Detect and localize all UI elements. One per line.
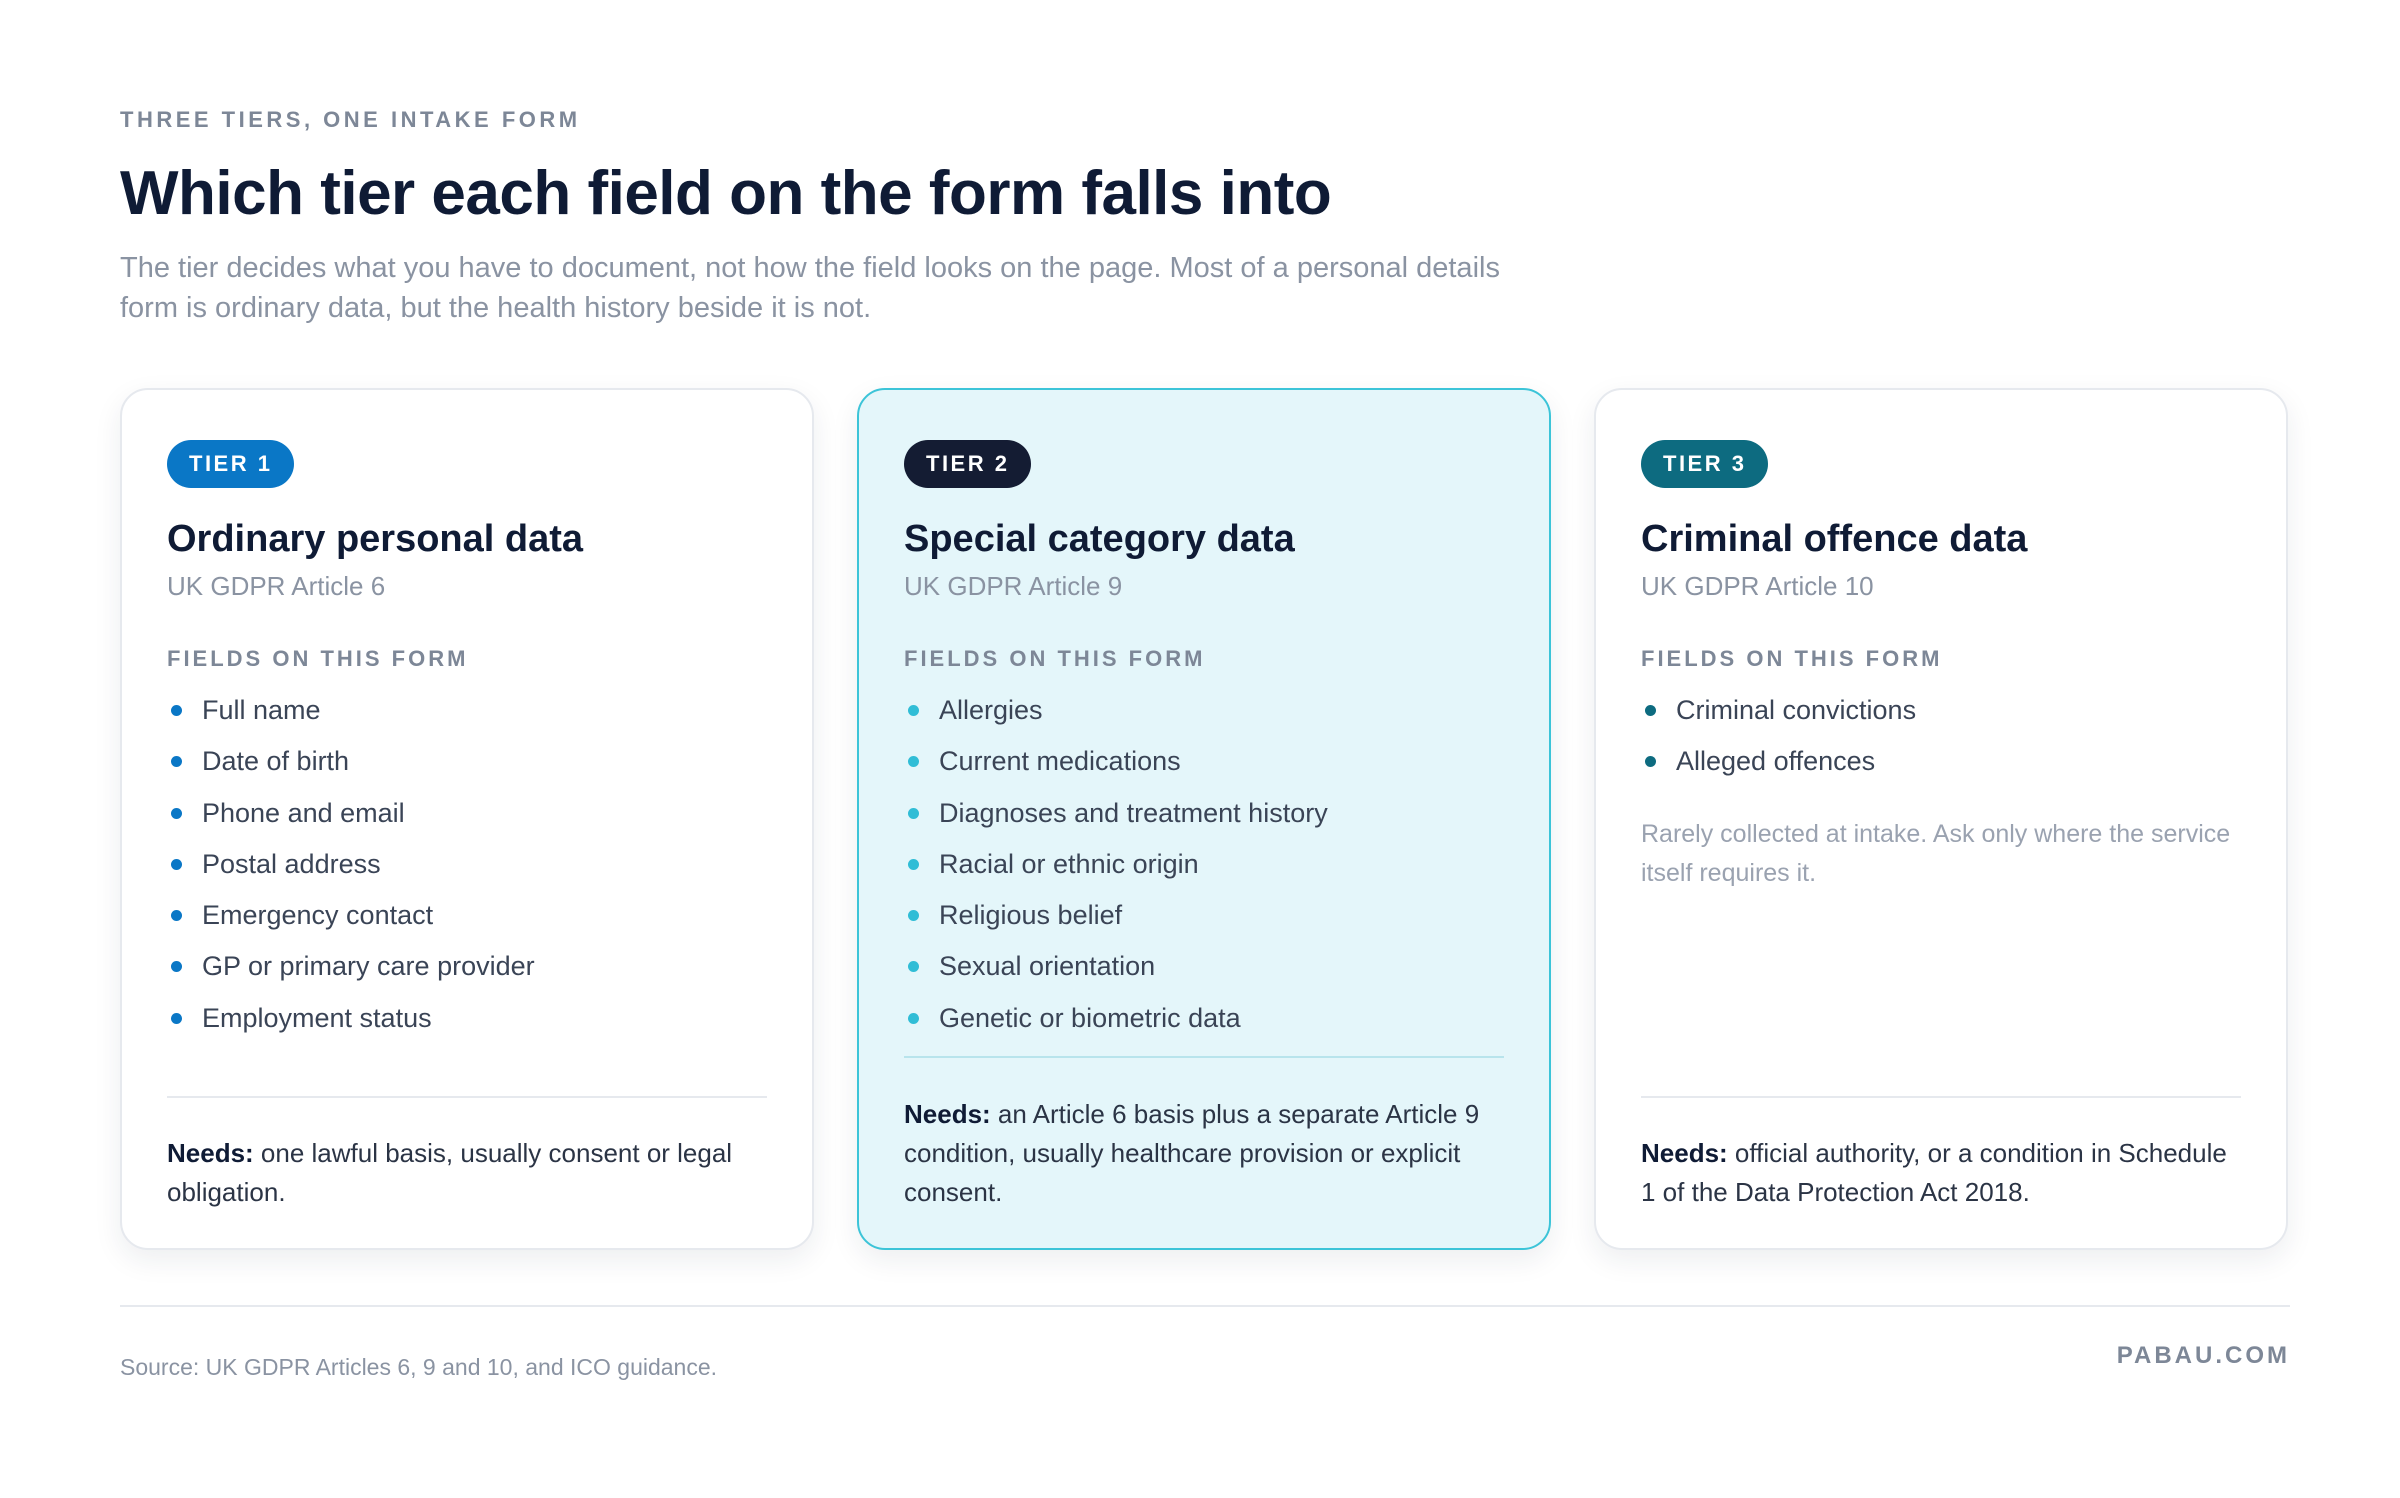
bullet-icon xyxy=(908,910,919,921)
field-label: Current medications xyxy=(939,746,1181,777)
tier-badge: TIER 1 xyxy=(167,440,294,488)
bullet-icon xyxy=(908,859,919,870)
footer-divider xyxy=(120,1305,2290,1307)
field-item xyxy=(904,946,1504,997)
tier-card-2 xyxy=(857,388,1551,1250)
field-label: Diagnoses and treatment history xyxy=(939,797,1328,828)
page xyxy=(120,0,2290,1498)
divider xyxy=(1641,1096,2241,1098)
bullet-icon xyxy=(908,808,919,819)
field-item xyxy=(167,895,767,946)
tier-card-1 xyxy=(120,388,814,1250)
field-item xyxy=(167,690,767,741)
bullet-icon xyxy=(908,1013,919,1024)
bullet-icon xyxy=(908,961,919,972)
field-label: Criminal convictions xyxy=(1676,695,1917,725)
fields-heading: FIELDS ON THIS FORM xyxy=(167,646,469,671)
field-item xyxy=(904,895,1504,946)
tier-title: Special category data xyxy=(904,518,1295,560)
tier-card-3 xyxy=(1594,388,2288,1250)
needs-label: Needs: xyxy=(167,1138,254,1168)
tier-title: Criminal offence data xyxy=(1641,518,2028,560)
needs-body: official authority, or a condition in Schedule 1 of the Data Protection Act 2018. xyxy=(1641,1138,2227,1207)
page-subtitle: The tier decides what you have to document, not how the field looks on the page. Most of a personal details form is ordinary data, but the health history beside it is not. xyxy=(120,252,1500,324)
field-item xyxy=(904,690,1504,741)
field-item xyxy=(904,793,1504,844)
tier-title: Ordinary personal data xyxy=(167,518,584,560)
field-item xyxy=(167,844,767,895)
field-item xyxy=(167,998,767,1049)
tier-article: UK GDPR Article 10 xyxy=(1641,571,1874,601)
field-item xyxy=(904,741,1504,792)
bullet-icon xyxy=(171,756,182,767)
field-list xyxy=(1641,690,2241,793)
field-item xyxy=(1641,690,2241,741)
field-label: GP or primary care provider xyxy=(202,951,535,982)
needs-text xyxy=(1641,1134,2241,1212)
bullet-icon xyxy=(171,808,182,819)
field-label: Postal address xyxy=(202,848,381,879)
field-item xyxy=(904,844,1504,895)
tier-article: UK GDPR Article 6 xyxy=(167,571,386,601)
tier-badge: TIER 3 xyxy=(1641,440,1768,488)
bullet-icon xyxy=(1645,705,1656,716)
field-item xyxy=(167,793,767,844)
field-label: Sexual orientation xyxy=(939,951,1156,982)
needs-body: an Article 6 basis plus a separate Article 9 condition, usually healthcare provision or explicit consent. xyxy=(904,1099,1480,1207)
field-label: Full name xyxy=(202,695,321,725)
bullet-icon xyxy=(1645,756,1656,767)
field-label: Emergency contact xyxy=(202,900,434,931)
field-label: Employment status xyxy=(202,1002,432,1033)
field-label: Racial or ethnic origin xyxy=(939,848,1199,879)
tier-article: UK GDPR Article 9 xyxy=(904,571,1123,601)
field-item xyxy=(1641,741,2241,792)
field-item xyxy=(167,946,767,997)
field-label: Alleged offences xyxy=(1676,746,1876,777)
divider xyxy=(167,1096,767,1098)
fields-heading: FIELDS ON THIS FORM xyxy=(1641,646,1943,671)
field-item xyxy=(167,741,767,792)
field-label: Date of birth xyxy=(202,746,350,777)
field-label: Allergies xyxy=(939,695,1043,725)
needs-text xyxy=(904,1095,1504,1212)
bullet-icon xyxy=(171,910,182,921)
needs-label: Needs: xyxy=(904,1099,991,1129)
field-label: Genetic or biometric data xyxy=(939,1002,1241,1033)
source-note: Source: UK GDPR Articles 6, 9 and 10, and ICO guidance. xyxy=(120,1354,718,1380)
divider xyxy=(904,1056,1504,1058)
field-item xyxy=(904,998,1504,1049)
needs-text xyxy=(167,1134,767,1212)
tier-cards xyxy=(120,388,2290,1250)
bullet-icon xyxy=(171,1013,182,1024)
field-label: Religious belief xyxy=(939,900,1123,931)
page-title: Which tier each field on the form falls into xyxy=(120,159,1332,228)
fields-heading: FIELDS ON THIS FORM xyxy=(904,646,1206,671)
tier-badge: TIER 2 xyxy=(904,440,1031,488)
brand-link[interactable]: PABAU.COM xyxy=(2116,1342,2290,1369)
bullet-icon xyxy=(171,859,182,870)
bullet-icon xyxy=(908,705,919,716)
bullet-icon xyxy=(908,756,919,767)
field-list xyxy=(167,690,767,1049)
needs-body: one lawful basis, usually consent or legal obligation. xyxy=(167,1138,733,1207)
field-list xyxy=(904,690,1504,1049)
eyebrow: THREE TIERS, ONE INTAKE FORM xyxy=(120,107,581,132)
field-label: Phone and email xyxy=(202,797,405,828)
needs-label: Needs: xyxy=(1641,1138,1728,1168)
tier-note: Rarely collected at intake. Ask only where the service itself requires it. xyxy=(1641,819,2231,887)
bullet-icon xyxy=(171,961,182,972)
bullet-icon xyxy=(171,705,182,716)
